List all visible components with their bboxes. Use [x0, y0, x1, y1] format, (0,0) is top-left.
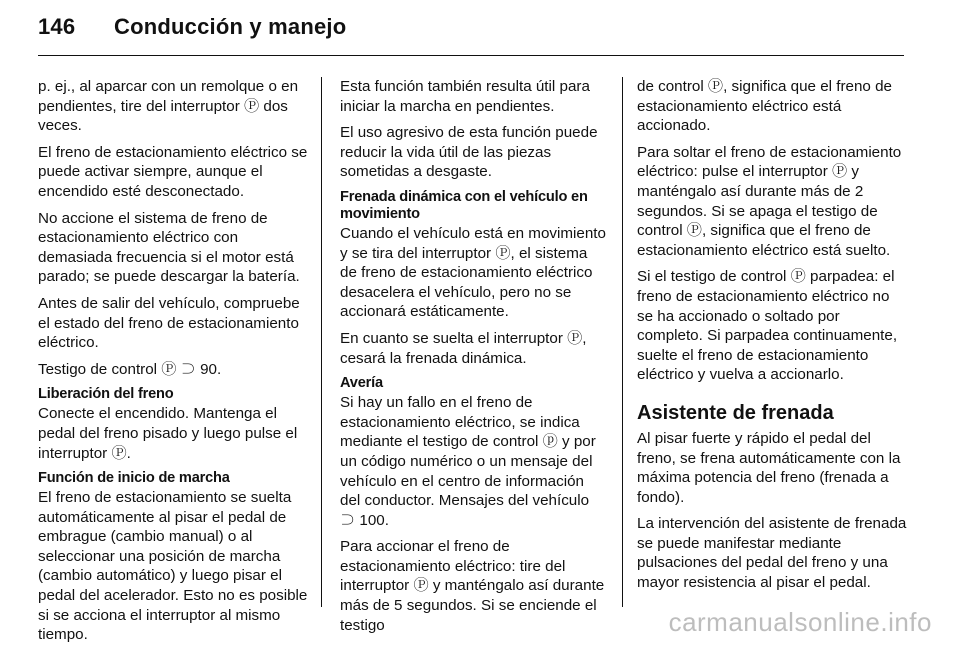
- paragraph: Si el testigo de control Ⓟ parpadea: el freno de estacionamiento eléctrico no se ha accionado o soltado por completo. Si parpadea continuamente, suelte el freno de estacionamiento eléctrico y vuelva a accionarlo.: [637, 268, 898, 384]
- paragraph: Para accionar el freno de estacionamiento eléctrico: tire del interruptor Ⓟ y manténgalo así durante más de 5 segundos. Si se enciende el testigo: [340, 538, 605, 634]
- paragraph: Cuando el vehículo está en movimiento y se tira del interruptor Ⓟ, el sistema de freno de estacionamiento eléctrico desacelera el vehículo, pero no se accionará estáticamente.: [340, 224, 606, 321]
- paragraph: Conecte el encendido. Mantenga el pedal del freno pisado y luego pulse el interruptor Ⓟ.: [38, 405, 298, 462]
- paragraph: Testigo de control Ⓟ ⊃ 90.: [38, 360, 222, 378]
- section-heading: Asistente de frenada: [637, 401, 834, 424]
- header-rule: [38, 55, 904, 56]
- paragraph: La intervención del asistente de frenada se puede manifestar mediante pulsaciones del pedal del freno y una mayor resistencia al pisar el pedal.: [637, 515, 907, 592]
- page-number: 146: [38, 14, 76, 39]
- column-divider-1: [321, 77, 322, 607]
- paragraph: En cuanto se suelta el interruptor Ⓟ, cesará la frenada dinámica.: [340, 329, 587, 367]
- paragraph: Al pisar fuerte y rápido el pedal del freno, se frena automáticamente con la máxima potencia del freno (frenada a fondo).: [637, 429, 901, 506]
- paragraph: de control Ⓟ, significa que el freno de estacionamiento eléctrico está accionado.: [637, 78, 892, 135]
- section-heading: Función de inicio de marcha: [38, 470, 230, 487]
- paragraph: Si hay un fallo en el freno de estacionamiento eléctrico, se indica mediante el testigo de control ⓟ y por un código numérico o un mensaje del vehículo en el centro de información del conductor. Mensajes del vehículo ⊃ 100.: [340, 394, 596, 529]
- text-column-3: [637, 77, 907, 600]
- section-heading: Frenada dinámica con el vehículo en movimiento: [340, 188, 588, 222]
- page-header: [38, 14, 346, 40]
- text-column-1: [38, 77, 308, 652]
- section-heading: Liberación del freno: [38, 386, 174, 403]
- text-column-2: [340, 77, 608, 642]
- paragraph: Antes de salir del vehículo, compruebe el estado del freno de estacionamiento eléctrico.: [38, 294, 300, 352]
- paragraph: El freno de estacionamiento eléctrico se puede activar siempre, aunque el encendido esté desconectado.: [38, 143, 308, 200]
- paragraph: No accione el sistema de freno de estacionamiento eléctrico con demasiada frecuencia si el motor está parado; se puede descargar la batería.: [38, 209, 300, 286]
- column-divider-2: [622, 77, 623, 607]
- paragraph: El uso agresivo de esta función puede reducir la vida útil de las piezas sometidas a desgaste.: [340, 124, 598, 181]
- section-title: Conducción y manejo: [114, 14, 347, 39]
- section-heading: Avería: [340, 375, 383, 392]
- paragraph: Para soltar el freno de estacionamiento eléctrico: pulse el interruptor Ⓟ y manténgalo así durante más de 2 segundos. Si se apaga el testigo de control Ⓟ, significa que el freno de estacionamiento eléctrico está suelto.: [637, 143, 902, 259]
- paragraph: p. ej., al aparcar con un remolque o en pendientes, tire del interruptor Ⓟ dos veces.: [38, 78, 299, 135]
- paragraph: El freno de estacionamiento se suelta automáticamente al pisar el pedal de embrague (cambio manual) o al seleccionar una posición de marcha (cambio automático) y luego pisar el pedal del acelerador. Esto no es posible si se acciona el interruptor al mismo tiempo.: [38, 489, 308, 644]
- watermark: carmanualsonline.info: [668, 607, 932, 637]
- paragraph: Esta función también resulta útil para iniciar la marcha en pendientes.: [340, 78, 590, 115]
